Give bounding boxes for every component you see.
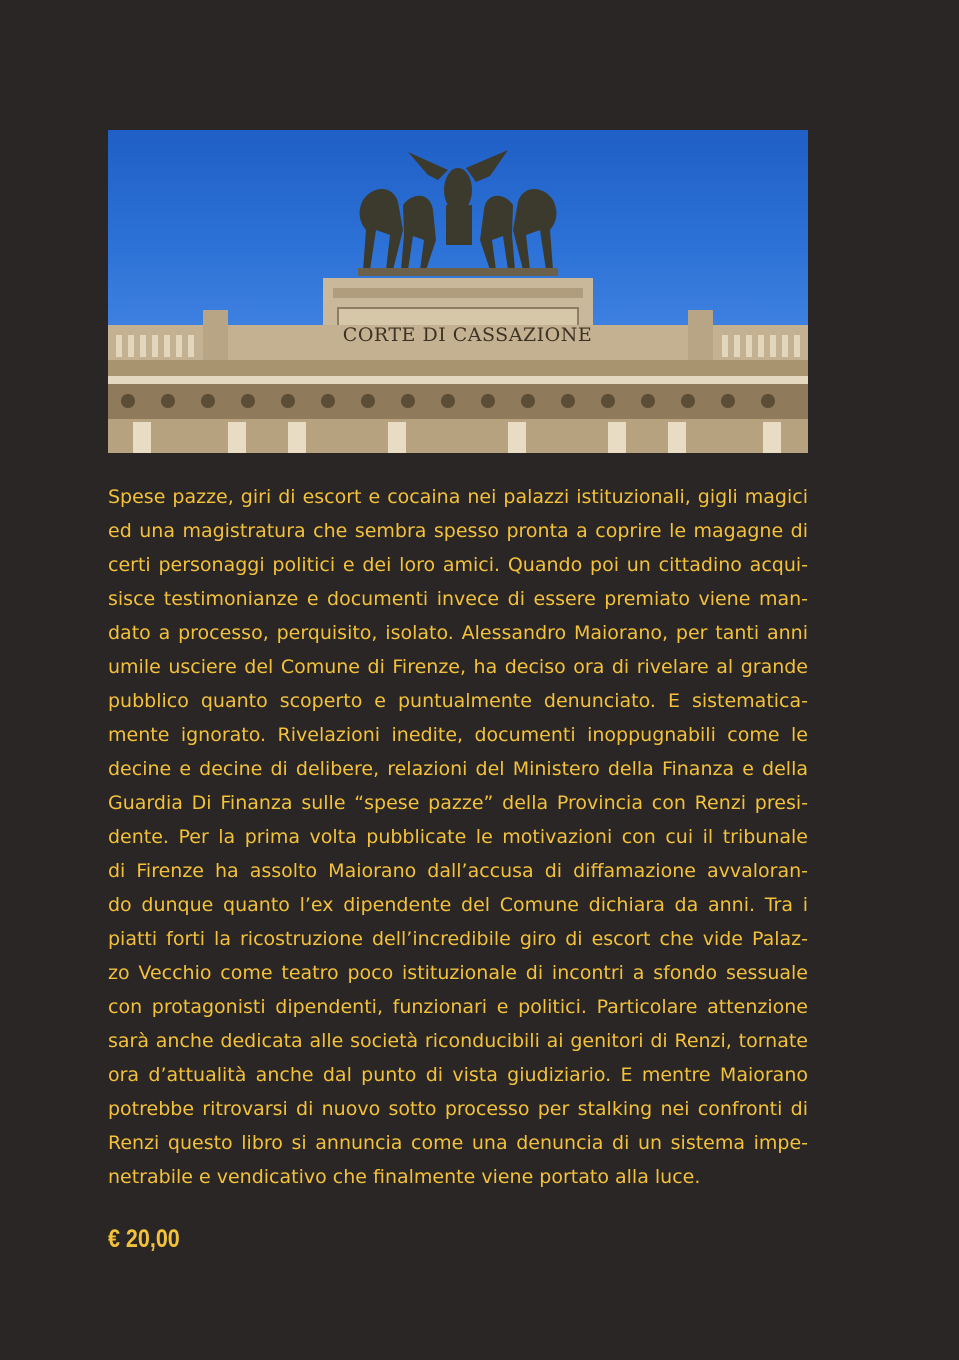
blurb-line: umile usciere del Comune di Firenze, ha deciso ora di rivelare al grande <box>108 656 808 678</box>
blurb-line: mente ignorato. Rivelazioni inedite, documenti inoppugnabili come le <box>108 724 808 746</box>
blurb-line: do dunque quanto l’ex dipendente del Comune dichiara da anni. Tra i <box>108 894 808 916</box>
corte-di-cassazione-photo <box>108 130 808 453</box>
blurb-line: dente. Per la prima volta pubblicate le motivazioni con cui il tribunale <box>108 826 808 848</box>
blurb-line: potrebbe ritrovarsi di nuovo sotto processo per stalking nei confronti di <box>108 1098 808 1120</box>
blurb-line: Renzi questo libro si annuncia come una denuncia di un sistema impe- <box>108 1132 808 1154</box>
blurb-line: zo Vecchio come teatro poco istituzionale di incontri a sfondo sessuale <box>108 962 808 984</box>
back-cover-blurb <box>108 480 808 1194</box>
blurb-line: Spese pazze, giri di escort e cocaina nei palazzi istituzionali, gigli magici <box>108 486 808 508</box>
building-inscription: CORTE DI CASSAZIONE <box>342 324 593 346</box>
quadriga-sculpture <box>358 150 558 276</box>
blurb-line: ed una magistratura che sembra spesso pronta a coprire le magagne di <box>108 520 808 542</box>
blurb-line: con protagonisti dipendenti, funzionari e politici. Particolare attenzione <box>108 996 808 1018</box>
blurb-line: decine e decine di delibere, relazioni del Ministero della Finanza e della <box>108 758 808 780</box>
blurb-line: Guardia Di Finanza sulle “spese pazze” della Provincia con Renzi presi- <box>108 792 808 814</box>
price-label: € 20,00 <box>108 1225 180 1253</box>
blurb-line: sisce testimonianze e documenti invece di essere premiato viene man- <box>108 588 808 610</box>
blurb-line: sarà anche dedicata alle società riconducibili ai genitori di Renzi, tornate <box>108 1030 808 1052</box>
blurb-line: certi personaggi politici e dei loro amici. Quando poi un cittadino acqui- <box>108 554 808 576</box>
blurb-line: di Firenze ha assolto Maiorano dall’accusa di diffamazione avvaloran- <box>108 860 808 882</box>
blurb-line: piatti forti la ricostruzione dell’incredibile giro di escort che vide Palaz- <box>108 928 808 950</box>
blurb-line: pubblico quanto scoperto e puntualmente denunciato. E sistematica- <box>108 690 808 712</box>
blurb-line: netrabile e vendicativo che finalmente viene portato alla luce. <box>108 1166 701 1188</box>
blurb-line: ora d’attualità anche dal punto di vista giudiziario. E mentre Maiorano <box>108 1064 808 1086</box>
blurb-line: dato a processo, perquisito, isolato. Alessandro Maiorano, per tanti anni <box>108 622 808 644</box>
